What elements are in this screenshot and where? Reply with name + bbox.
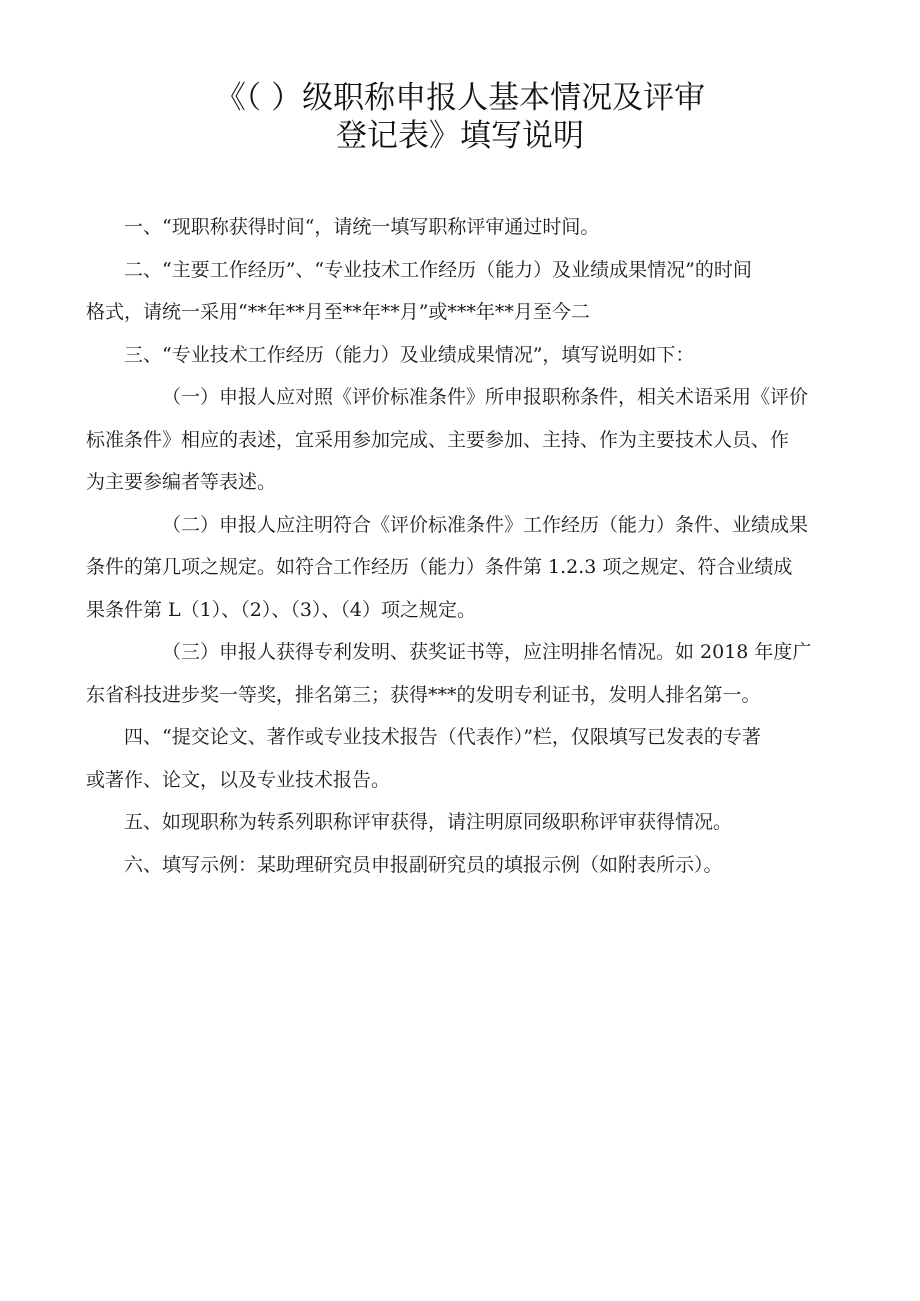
document-body xyxy=(86,206,886,886)
paragraph-2 xyxy=(86,249,886,334)
paragraph-line: 四、“提交论文、著作或专业技术报告（代表作）”栏，仅限填写已发表的专著 xyxy=(124,726,761,748)
sub-paragraph-1 xyxy=(86,376,886,504)
paragraph-line: （一）申报人应对照《评价标准条件》所申报职称条件，相关术语采用《评价 xyxy=(162,386,809,408)
paragraph-line: 五、如现职称为转系列职称评审获得，请注明原同级职称评审获得情况。 xyxy=(124,811,733,833)
paragraph-line: 果条件第 L（1）、（2）、（3）、（4）项之规定。 xyxy=(86,598,477,621)
paragraph-line: 为主要参编者等表述。 xyxy=(86,471,277,493)
paragraph-line: （三）申报人获得专利发明、获奖证书等，应注明排名情况。如 2018 年度广 xyxy=(162,641,812,663)
paragraph-6 xyxy=(86,844,886,887)
sub-paragraph-2 xyxy=(86,504,886,632)
paragraph-line: 六、填写示例：某助理研究员申报副研究员的填报示例（如附表所示）。 xyxy=(124,853,723,876)
paragraph-line: 标准条件》相应的表述，宜采用参加完成、主要参加、主持、作为主要技术人员、作 xyxy=(86,428,790,451)
paragraph-5 xyxy=(86,801,886,844)
document-title-line-2: 登记表》填写说明 xyxy=(336,118,584,154)
paragraph-line: 条件的第几项之规定。如符合工作经历（能力）条件第 1.2.3 项之规定、符合业绩成 xyxy=(86,556,793,578)
paragraph-line: 格式，请统一采用“**年**月至**年**月”或***年**月至今二 xyxy=(86,301,590,323)
paragraph-line: 或著作、论文，以及专业技术报告。 xyxy=(86,768,391,791)
paragraph-1 xyxy=(86,206,886,249)
sub-paragraph-3 xyxy=(86,631,886,716)
paragraph-line: （二）申报人应注明符合《评价标准条件》工作经历（能力）条件、业绩成果 xyxy=(162,513,809,536)
paragraph-3 xyxy=(86,334,886,377)
paragraph-line: 一、“现职称获得时间“，请统一填写职称评审通过时间。 xyxy=(124,216,600,238)
paragraph-line: 二、“主要工作经历”、“专业技术工作经历（能力）及业绩成果情况”的时间 xyxy=(124,258,752,281)
document-title-line-1: 《（ ）级职称申报人基本情况及评审 xyxy=(214,80,706,116)
paragraph-4 xyxy=(86,716,886,801)
paragraph-line: 三、“专业技术工作经历（能力）及业绩成果情况”，填写说明如下： xyxy=(124,343,695,366)
paragraph-line: 东省科技进步奖一等奖，排名第三；获得***的发明专利证书，发明人排名第一。 xyxy=(86,683,761,706)
